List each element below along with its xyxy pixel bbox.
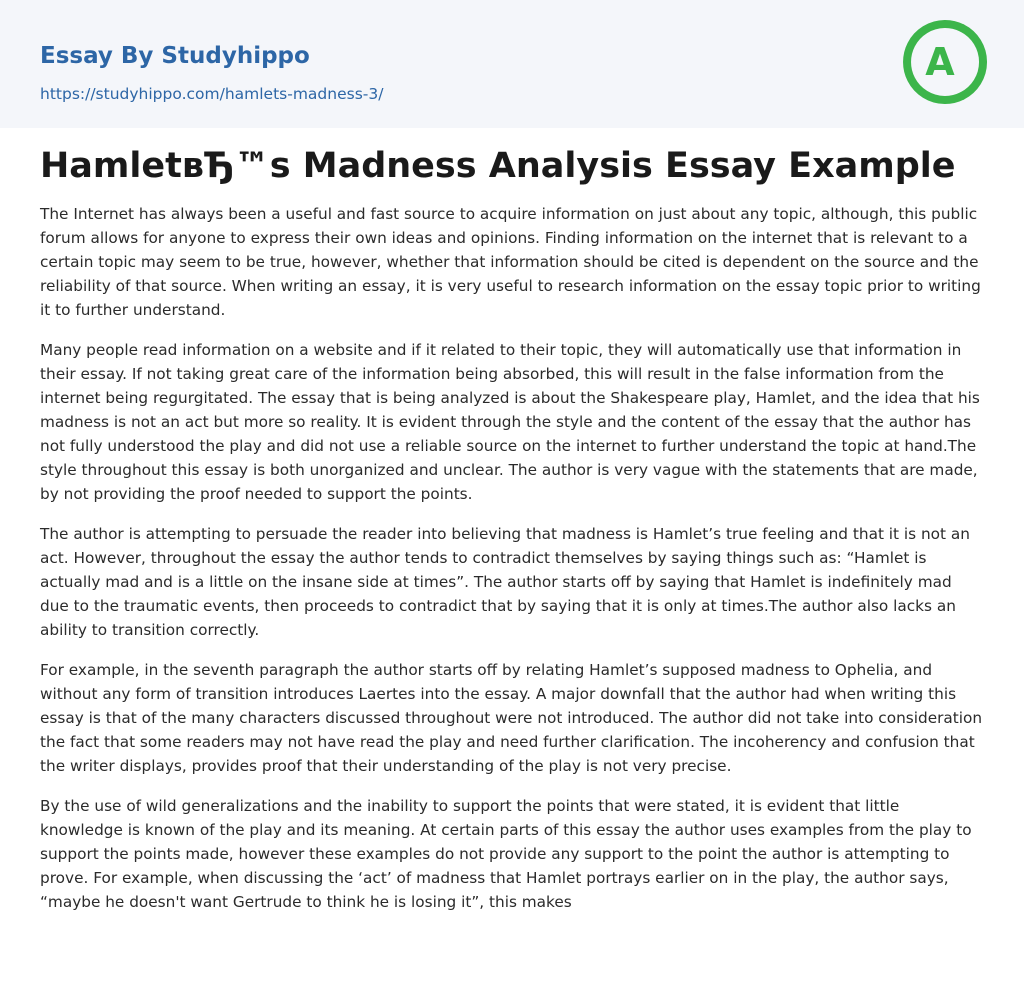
brand-title[interactable]: Essay By Studyhippo [40,43,310,69]
essay-paragraph-5: By the use of wild generalizations and the inability to support the points that were stated, it is evident that little knowledge is known of the play and its meaning. At certain parts of this essay the author uses examples from the play to support the points made, however these examples do not provide any support to the point the author is attempting to prove. For example, when discussing the ‘act’ of madness that Hamlet portrays earlier on in the play, the author says, “maybe he doesn't want Gertrude to think he is losing it”, this makes [40,797,972,911]
essay-paragraph-1: The Internet has always been a useful and fast source to acquire information on just about any topic, although, this public forum allows for anyone to express their own ideas and opinions. Finding information on the internet that is relevant to a certain topic may seem to be true, however, whether that information should be cited is dependent on the source and the reliability of that source. When writing an essay, it is very useful to research information on the essay topic prior to writing it to further understand. [40,205,981,319]
logo-letter: A [925,40,955,84]
essay-paragraph-3: The author is attempting to persuade the reader into believing that madness is Hamlet’s true feeling and that it is not an act. However, throughout the essay the author tends to contradict themselves by saying things such as: “Hamlet is actually mad and is a little on the insane side at times”. The author starts off by saying that Hamlet is indefinitely mad due to the traumatic events, then proceeds to contradict that by saying that it is only at times.The author also lacks an ability to transition correctly. [40,525,970,639]
page-header [0,0,1024,128]
source-url-link[interactable]: https://studyhippo.com/hamlets-madness-3/ [40,85,384,103]
essay-paragraph-2: Many people read information on a website and if it related to their topic, they will automatically use that information in their essay. If not taking great care of the information being absorbed, this will result in the false information from the internet being regurgitated. The essay that is being analyzed is about the Shakespeare play, Hamlet, and the idea that his madness is not an act but more so reality. It is evident through the style and the content of the essay that the author has not fully understood the play and did not use a reliable source on the internet to further understand the topic at hand.The style throughout this essay is both unorganized and unclear. The author is very vague with the statements that are made, by not providing the proof needed to support the points. [40,341,980,503]
essay-content [40,140,984,930]
essay-title: HamletвЂ™s Madness Analysis Essay Example [40,146,956,186]
studyhippo-logo-icon[interactable] [900,16,990,108]
essay-paragraph-4: For example, in the seventh paragraph the author starts off by relating Hamlet’s supposed madness to Ophelia, and without any form of transition introduces Laertes into the essay. A major downfall that the author had when writing this essay is that of the many characters discussed throughout were not introduced. The author did not take into consideration the fact that some readers may not have read the play and need further clarification. The incoherency and confusion that the writer displays, provides proof that their understanding of the play is not very precise. [40,661,983,775]
